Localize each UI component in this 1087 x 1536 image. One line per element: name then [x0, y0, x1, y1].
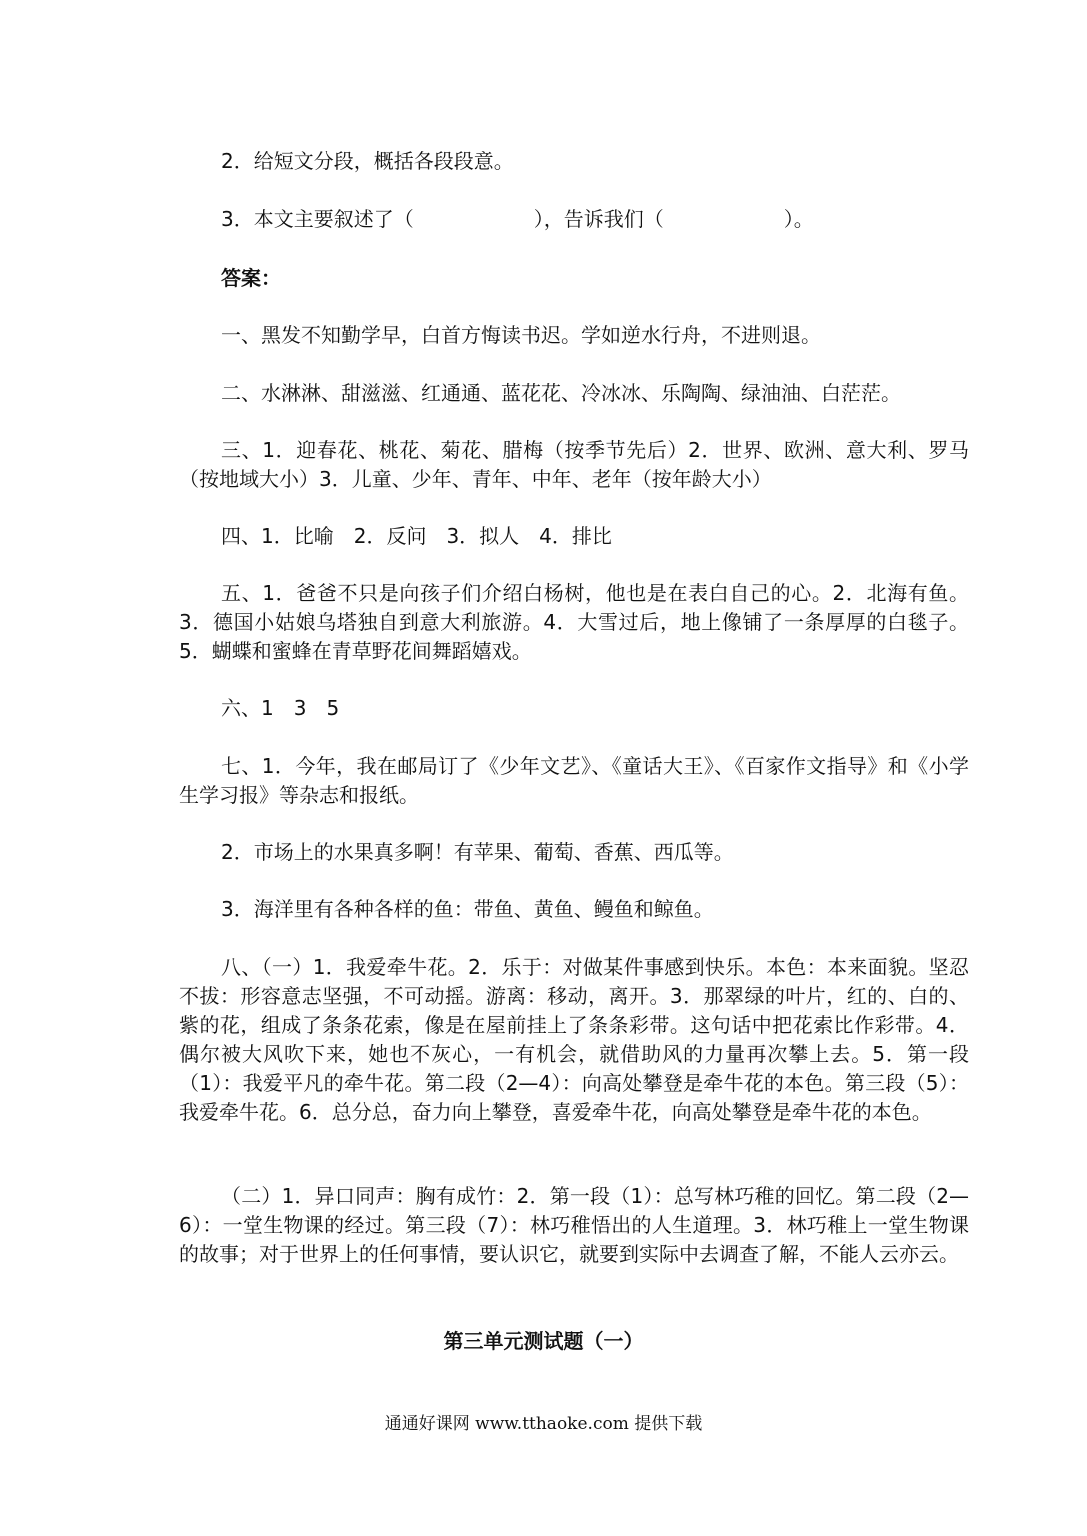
answer-8-1: 八、（一）1．我爱牵牛花。2．乐于：对做某件事感到快乐。本色：本来面貌。坚忍不拔：形容意志坚强，不可动摇。游离：移动，离开。3．那翠绿的叶片，红的、白的、紫的花，组成了条条花索，像是在屋前挂上了条条彩带。这句话中把花索比作彩带。4．偶尔被大风吹下来，她也不灰心，一有机会，就借助风的力量再次攀上去。5．第一段（1）：我爱平凡的牵牛花。第二段（2—4）：向高处攀登是牵牛花的本色。第三段（5）：我爱牵牛花。6．总分总，奋力向上攀登，喜爱牵牛花，向高处攀登是牵牛花的本色。	[179, 955, 969, 1124]
answer-8-2: （二）1．异口同声：胸有成竹：2．第一段（1）：总写林巧稚的回忆。第二段（2—6）：一堂生物课的经过。第三段（7）：林巧稚悟出的人生道理。3．林巧稚上一堂生物课的故事；对于世界上的任何事情，要认识它，就要到实际中去调查了解，不能人云亦云。	[179, 1184, 969, 1266]
question-3: 3．本文主要叙述了（ ），告诉我们（ ）。	[221, 207, 814, 231]
answer-6: 六、1 3 5	[221, 696, 340, 720]
answer-7-2: 2．市场上的水果真多啊！有苹果、葡萄、香蕉、西瓜等。	[221, 840, 734, 864]
answer-7-1: 七、1．今年，我在邮局订了《少年文艺》、《童话大王》、《百家作文指导》和《小学生学习报》等杂志和报纸。	[179, 754, 969, 807]
answer-3: 三、1．迎春花、桃花、菊花、腊梅（按季节先后）2．世界、欧洲、意大利、罗马（按地域大小）3．儿童、少年、青年、中年、老年（按年龄大小）	[179, 438, 969, 491]
answer-5: 五、1．爸爸不只是向孩子们介绍白杨树，他也是在表白自己的心。2．北海有鱼。3．德国小姑娘乌塔独自到意大利旅游。4．大雪过后，地上像铺了一条厚厚的白毯子。5．蝴蝶和蜜蜂在青草野花间舞蹈嬉戏。	[179, 581, 969, 663]
question-2: 2．给短文分段，概括各段段意。	[221, 149, 514, 173]
unit-test-heading: 第三单元测试题（一）	[443, 1329, 644, 1353]
answer-1: 一、黑发不知勤学早，白首方悔读书迟。学如逆水行舟，不进则退。	[221, 323, 821, 347]
page-footer: 通通好课网 www.tthaoke.com 提供下载	[384, 1414, 703, 1434]
answer-heading: 答案：	[221, 266, 281, 290]
answer-4: 四、1．比喻 2．反问 3．拟人 4．排比	[221, 524, 612, 548]
answer-7-3: 3．海洋里有各种各样的鱼：带鱼、黄鱼、鳗鱼和鲸鱼。	[221, 897, 714, 921]
answer-2: 二、水淋淋、甜滋滋、红通通、蓝花花、冷冰冰、乐陶陶、绿油油、白茫茫。	[221, 381, 901, 405]
